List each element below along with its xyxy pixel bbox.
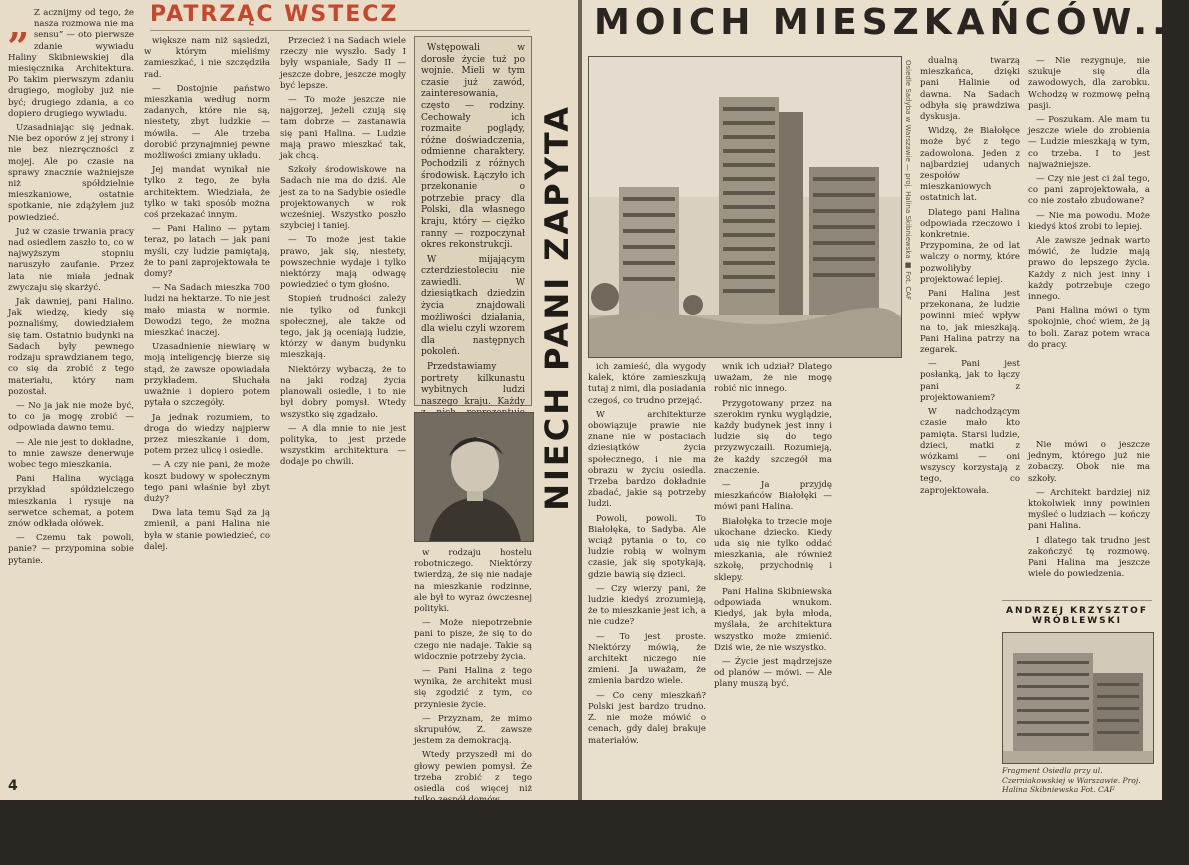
paragraph: Pani Halina mówi o tym spokojnie, choć wiem, że ją to boli. Zaraz potem wraca do pracy. — [1028, 306, 1150, 350]
paragraph: — Przyznam, że mimo skrupułów, Z. zawsze jestem za demokracją. — [414, 713, 532, 747]
author-rule — [1002, 600, 1152, 601]
paragraph: — Dostojnie państwo mieszkania według norm zadanych, które nie są, niestety, zbyt ludzkie — mówiła. — Ale trzeba dorobić przynajmniej pewne możliwości zmiany układu. — [144, 83, 270, 162]
paragraph: Już w czasie trwania pracy nad osiedlem zaszło to, co w najwyższym stopniu naruszyło zaufanie. Przez lata nie miała jednak zwyczaju się skarżyć. — [8, 226, 134, 293]
article-column-4 — [414, 548, 532, 865]
paragraph: — Życie jest mądrzejsze od planów — mówi. — Ale plany muszą być. — [714, 657, 832, 690]
paragraph: Pani Halina Skibniewska odpowiada wnukom. Kiedyś, jak była młoda, myślała, że architektura wszystko może zmienić. Dziś wie, że nie wszystko. — [714, 586, 832, 653]
paragraph: — Może niepotrzebnie pani to pisze, że się to do czego nie nadaje. Takie są widocznie potrzeby życia. — [414, 618, 532, 662]
paragraph: Dlatego pani Halina odpowiada rzeczowo i konkretnie. Przypomina, że od lat walczy o normy, które pozwoliłyby projektować lepiej. — [920, 207, 1020, 285]
paragraph: — Nie ma powodu. Może kiedyś ktoś zrobi to lepiej. — [1028, 210, 1150, 232]
paragraph: Jak dawniej, pani Halino. Jak wiedzę, kiedy się poznaliśmy, dowiedziałem się tam. Ostatnio budynki na Sadach były pewnego rodzaju sprawdzianem tego, co się da zrobić z tego materiału, który nam pozostał. — [8, 297, 134, 397]
paragraph: — A dla mnie to nie jest polityka, to jest przede wszystkim architektura — dodaje po chwili. — [280, 423, 406, 468]
paragraph: „ Z acznijmy od tego, że nasza rozmowa nie ma sensu” — oto pierwsze zdanie wywiadu Haliny Skibniewskiej dla miesięcznika Architektura. Po takim pierwszym zdaniu drugiego, mogłoby już nie być; drugiego zdania, a co dopiero drugiego wywiadu. — [8, 2, 134, 119]
paragraph: — Na Sadach mieszka 700 ludzi na hektarze. To nie jest mało miasta w normie. Dowodzi tego, że można mieszkać inaczej. — [144, 283, 270, 339]
paragraph: Widzę, że Białołęce może być z tego zadowolona. Jeden z najbardziej udanych zespołów mieszkaniowych ostatnich lat. — [920, 126, 1020, 204]
vertical-headline — [536, 25, 578, 590]
headline: MOICH MIESZKAŃCÓW... — [594, 2, 1189, 43]
paragraph: Nie mówi o jeszcze jednym, którego już nie zobaczy. Obok nie ma szkoły. — [1028, 440, 1150, 484]
paragraph: Białołęka to trzecie moje ukochane dziecko. Kiedy uda się nie tylko oddać mieszkania, ale również szkołę, przychodnię i sklepy. — [714, 516, 832, 583]
paragraph: Przygotowany przez na szerokim rynku wyglądzie, każdy budynek jest inny i ludzie się do tego przyzwyczaili. Rozumieją, że każdy szczegół ma znaczenie. — [714, 398, 832, 476]
left-page — [0, 0, 578, 865]
main-photo — [588, 56, 902, 358]
paragraph: — Czy nie jest ci żal tego, co pani zaprojektowała, a co nie zostało zbudowane? — [1028, 174, 1150, 207]
author-byline: ANDRZEJ KRZYSZTOF WRÓBLEWSKI — [1006, 606, 1148, 626]
paragraph: Powoli, powoli. To Białołęka, to Sadyba. Ale wciąż pytania o to, co ludzie robią w wolnym czasie, jak się spotykają, gdzie bawią się dzieci. — [588, 513, 706, 580]
right-column-2 — [714, 362, 832, 794]
paragraph: — Czy wierzy pani, że ludzie kiedyś zrozumieją, że to mieszkanie jest ich, a nie cudze? — [588, 583, 706, 628]
paragraph: — Poszukam. Ale mam tu jeszcze wiele do zrobienia — Ludzie mieszkają w tym, co trzeba. I to jest najważniejsze. — [1028, 115, 1150, 170]
paragraph: ich zamieść, dla wygody kalek, które zamieszkują tutaj z nimi, dla posiadania czegoś, co trudno przejąć. — [588, 362, 706, 406]
article-column-3 — [280, 36, 406, 776]
paragraph: Wtedy przyszedł mi do głowy pewien pomysł. Że trzeba zrobić z tego osiedla coś więcej niż tylko zespół domów. — [414, 750, 532, 806]
portrait-photo — [414, 412, 534, 542]
paragraph: — To może jeszcze nie najgorzej, jeżeli czują się tam dobrze — zastanawia się pani Halina. — Ludzie mają prawo mieszkać tak, jak chcą. — [280, 95, 406, 162]
paragraph: — A czy nie pani, że może koszt budowy w społecznym tego pani właśnie był zbyt duży? — [144, 460, 270, 504]
paragraph: Jej mandat wynikał nie tylko z tego, że była architektem. Wiedziała, że tylko w taki sposób można coś przekazać innym. — [144, 165, 270, 221]
vertical-headline-text: NIECH PANI ZAPYTA — [538, 104, 576, 511]
paragraph: wnik ich udział? Dlatego uważam, że nie mogę robić nic innego. — [714, 362, 832, 395]
paragraph: I dlatego tak trudno jest zakończyć tę rozmowę. Pani Halina ma jeszcze wiele do powiedzenia. — [1028, 535, 1150, 580]
paragraph: — To może jest takie prawo, jak się, niestety, powszechnie wydaje i tylko niektórzy mają odwagę powiedzieć o tym głośno. — [280, 235, 406, 291]
paragraph: — Czemu tak powoli, panie? — przypomina sobie pytanie. — [8, 533, 134, 566]
series-intro-box — [414, 36, 532, 406]
page-number: 4 — [8, 778, 18, 794]
paragraph: — Pani jest posłanką, jak to łączy pani z projektowaniem? — [920, 359, 1020, 403]
paragraph: — Pani Halino — pytam teraz, po latach — jak pani myśli, czy ludzie pamiętają, że to pani zaprojektowała te domy? — [144, 224, 270, 280]
paragraph: Uzasadniając się jednak. Nie bez oporów z jej strony i nie bez niezręczności z mojej. Ale po czasie na sprawy znacznie ważniejsze niż spółdzielnie mieszkaniowe, ostatnie spotkanie, nie zdążyłem już powiedzieć. — [8, 123, 134, 223]
paragraph: W nadchodzącym czasie mało kto pamięta. Starsi ludzie, dzieci, matki z wózkami — oni wszyscy korzystają z tego, co zaprojektowała. — [920, 407, 1020, 496]
title-rule — [150, 30, 530, 31]
photo-credit: Osiedle Sadyba w Warszawie — proj. Halina Skibniewska ■ Fot. CAF — [904, 60, 912, 301]
paragraph: — No ja jak nie może być, to co ja mogę zrobić — odpowiada dawno temu. — [8, 400, 134, 434]
paragraph: Dwa lata temu Sąd za ją zmienił, a pani Halina nie była w stanie powiedzieć, co dalej. — [144, 508, 270, 552]
paragraph: Wstępowali w dorosłe życie tuż po wojnie. Mieli w tym czasie już zawód, zainteresowania, często — rodziny. Cechowały ich rozmaite poglądy, różne doświadczenia, odmienne charaktery. Pochodzili z różnych środowisk. Łączyło ich przekonanie o potrzebie pracy dla Polski, dla własnego kraju, który — ciężko ranny — rozpoczynał okres rekonstrukcji. — [421, 43, 525, 251]
paragraph: — Jeżeli ludzie chcą mieszkać bliżej siebie, to znaczy, że taka jest potrzeba i nie wolno tego lekceważyć. — [414, 809, 532, 865]
paragraph: Ale zawsze jednak warto mówić, że ludzie mają prawo do lepszego życia. Każdy z nich jest inny i każdy potrzebuje czego innego. — [1028, 236, 1150, 303]
article-column-1 — [8, 2, 134, 778]
paragraph: Szkoły środowiskowe na Sadach nie ma do dziś. Ale jest za to na Sadybie osiedle projektowanych w rok wcześniej. Wszystko poszło szybciej i taniej. — [280, 165, 406, 232]
paragraph: — Ale nie jest to dokładne, to mnie zawsze denerwuje wobec tego mieszkania. — [8, 437, 134, 470]
paragraph: — Nie rezygnuje, nie szukuje się dla zawodowych, dla zarobku. Wchodzę w rozmowę pełną pasji. — [1028, 56, 1150, 111]
right-column-4 — [1028, 56, 1150, 436]
paragraph: Przecież i na Sadach wiele rzeczy nie wyszło. Sady I były wspaniałe, Sady II — jeszcze dobre, jeszcze mogły być lepsze. — [280, 36, 406, 91]
paragraph: — Co ceny mieszkań? Polski jest bardzo trudno. Z. nie może mówić o cenach, gdy dalej brakuje materiałów. — [588, 690, 706, 746]
paragraph: Uzasadnienie niewiarę w moją inteligencję bierze się stąd, że zawsze opowiadała przykładem. Słuchała uważnie i dopiero potem pytała o szczegóły. — [144, 342, 270, 409]
article-column-2 — [144, 36, 270, 776]
paragraph: Pani Halina wyciąga przykład spółdzielczego mieszkania i rysuje na serwetce schemat, a potem znów odkłada ołówek. — [8, 474, 134, 529]
building-photo-icon — [1003, 633, 1153, 763]
paragraph: dualną twarzą mieszkańca, dzięki pani Halinie od dawna. Na Sadach odbyła się prawdziwa dyskusja. — [920, 56, 1020, 123]
portrait-icon — [415, 413, 533, 541]
paragraph: Ja jednak rozumiem, to droga do wiedzy najpierw przez mieszkanie i dom, potem przez ulicę i osiedle. — [144, 412, 270, 457]
paragraph: większe nam niż sąsiedzi, w którym mieliśmy zamieszkać, i nie szczędziła rad. — [144, 36, 270, 80]
right-column-5 — [1028, 440, 1150, 588]
paragraph: — To jest proste. Niektórzy mówią, że architekt niczego nie zmieni. Ja uważam, że zmienia bardzo wiele. — [588, 631, 706, 687]
paragraph: W architekturze obowiązuje prawie nie znane nie w postaciach dziesiątków życia społecznego, i nie ma obrazu w życiu osiedla. Trzeba bardzo dokładnie zbadać, jakie są potrzeby ludzi. — [588, 409, 706, 510]
paragraph: W mijającym czterdziestoleciu nie zawiedli. W dziesiątkach dziedzin życia znajdowali możliwości działania, dla wielu czyli wzorem dla następnych pokoleń. — [421, 254, 525, 358]
paragraph: Pani Halina jest przekonana, że ludzie powinni mieć wpływ na to, jak mieszkają. Pani Halina patrzy na zegarek. — [920, 289, 1020, 356]
small-photo — [1002, 632, 1154, 764]
drop-cap-quote: „ — [8, 2, 30, 47]
paragraph: w rodzaju hostelu robotniczego. Niektórzy twierdzą, że się nie nadaje na mieszkanie rodzinne, ale był to wyraz ówczesnej polityki. — [414, 548, 532, 615]
right-column-1 — [588, 362, 706, 794]
photo-caption: Fragment Osiedla przy ul. Czerniakowskiej w Warszawie. Proj. Halina Skibniewska Fot. CAF — [1002, 766, 1141, 794]
paragraph: Stopień trudności zależy nie tylko od funkcji społecznej, ale także od tego, jak ją oceniają ludzie, którzy w danym budynku mieszkają. — [280, 294, 406, 361]
paragraph: Niektórzy wybaczą, że to na jaki rodzaj życia planowali osiedle, i to nie był dobry pomysł. Wtedy wszystko się zgadzało. — [280, 364, 406, 420]
section-title: PATRZĄC WSTECZ — [150, 2, 399, 27]
paragraph: — Pani Halina z tego wynika, że architekt musi się zgodzić z tym, co przyniesie życie. — [414, 666, 532, 710]
building-photo-icon — [589, 57, 901, 357]
paragraph: — Architekt bardziej niż ktokolwiek inny powinien myśleć o ludziach — kończy pani Halina. — [1028, 487, 1150, 532]
paragraph: — Ja przyjdę mieszkańców Białołęki — mówi pani Halina. — [714, 480, 832, 513]
paragraph: Przedstawiamy portrety kilkunastu wybitnych ludzi naszego kraju. Każdy — [421, 362, 525, 407]
